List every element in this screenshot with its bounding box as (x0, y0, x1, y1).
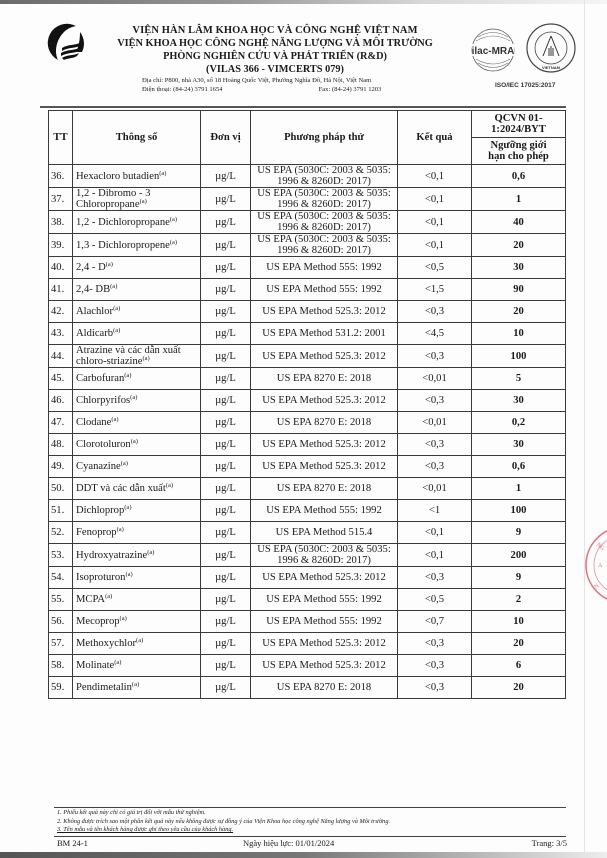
parameter-name-text: Mecoprop (76, 616, 120, 627)
accreditation-marker: (a) (130, 438, 138, 445)
limit-value: 0,6 (472, 456, 566, 478)
parameter-name-text: Hexacloro butadien (76, 170, 160, 182)
accreditation-marker: (a) (113, 305, 121, 312)
limit-value: 9 (472, 567, 566, 589)
col-header-standard: QCVN 01-1:2024/BYT (472, 111, 566, 138)
accreditation-marker: (a) (111, 416, 119, 423)
result-value: <0,3 (398, 633, 472, 655)
unit: µg/L (201, 279, 251, 301)
test-method: US EPA Method 555: 1992 (251, 589, 398, 611)
result-value: <0,3 (398, 390, 472, 412)
table-row (49, 478, 566, 500)
page-edge (584, 0, 585, 858)
note-1: 1. Phiếu kết quả này chỉ có giá trị đối với mẫu thử nghiệm. (57, 809, 206, 816)
table-row (49, 345, 566, 368)
row-number: 58. (49, 655, 73, 677)
test-method: US EPA 8270 E: 2018 (251, 677, 398, 699)
result-value: <0,1 (398, 165, 472, 188)
unit: µg/L (201, 677, 251, 699)
limit-value: 9 (472, 522, 566, 544)
test-method: US EPA (5030C: 2003 & 5035: 1996 & 8260D: 2017) (251, 188, 398, 211)
col-header-limit: Ngưỡng giới hạn cho phép (472, 138, 566, 165)
results-table-body (49, 165, 566, 699)
test-method: US EPA Method 525.3: 2012 (251, 301, 398, 323)
unit: µg/L (201, 188, 251, 211)
table-row (49, 544, 566, 567)
limit-value: 200 (472, 544, 566, 567)
parameter-name (73, 279, 201, 301)
parameter-name-text: Cyanazine (76, 461, 121, 472)
note-2: 2. Không được trích sao một phần kết quả này nếu không được sự đồng ý của Viện Khoa học công nghệ Năng lượng và Môi trường. (57, 817, 391, 825)
table-row (49, 368, 566, 390)
parameter-name (73, 301, 201, 323)
unit: µg/L (201, 544, 251, 567)
parameter-name-text: Carbofuran (76, 373, 125, 384)
accreditation-marker: (a) (165, 482, 174, 489)
phone: Điện thoại: (84-24) 3791 1654 (142, 86, 223, 93)
row-number: 50. (49, 478, 73, 500)
test-method: US EPA 8270 E: 2018 (251, 412, 398, 434)
result-value: <0,1 (398, 188, 472, 211)
parameter-name (73, 211, 201, 234)
row-number: 45. (49, 368, 73, 390)
parameter-name (73, 323, 201, 345)
test-method: US EPA Method 555: 1992 (251, 257, 398, 279)
page-number: Trang: 3/5 (531, 838, 567, 848)
footer-divider-bottom (54, 836, 566, 837)
parameter-name-text: Aldicarb (76, 328, 114, 339)
unit: µg/L (201, 611, 251, 633)
table-row (49, 522, 566, 544)
table-row (49, 301, 566, 323)
parameter-name-text: Clodane (76, 417, 112, 428)
limit-value: 30 (472, 390, 566, 412)
table-row (49, 611, 566, 633)
table-row (49, 500, 566, 522)
test-method: US EPA (5030C: 2003 & 5035: 1996 & 8260D: 2017) (251, 211, 398, 234)
table-row (49, 211, 566, 234)
accreditation-marker: (a) (130, 394, 138, 401)
limit-value: 1 (472, 478, 566, 500)
accreditation-marker: (a) (142, 355, 150, 362)
fax: Fax: (84-24) 3791 1203 (318, 86, 382, 93)
col-header-tt: TT (49, 111, 73, 165)
result-value: <0,3 (398, 434, 472, 456)
row-number: 39. (49, 234, 73, 257)
parameter-name (73, 567, 201, 589)
svg-text:NG: NG (594, 541, 606, 553)
result-value: <0,1 (398, 234, 472, 257)
letterhead (110, 24, 440, 94)
parameter-name (73, 611, 201, 633)
row-number: 48. (49, 434, 73, 456)
effective-date: Ngày hiệu lực: 01/01/2024 (243, 838, 335, 848)
parameter-name-text: DDT và các dẫn xuất (76, 483, 166, 494)
row-number: 56. (49, 611, 73, 633)
parameter-name-text: Alachlor (76, 306, 114, 317)
parameter-name-text: Dichloprop (76, 505, 125, 516)
accreditation-marker: (a) (131, 681, 140, 688)
parameter-name (73, 500, 201, 522)
limit-value: 20 (472, 301, 566, 323)
col-header-param: Thông số (73, 111, 201, 165)
limit-value: 6 (472, 655, 566, 677)
accreditation-marker: (a) (114, 659, 122, 666)
table-row (49, 188, 566, 211)
test-method: US EPA Method 525.3: 2012 (251, 655, 398, 677)
row-number: 49. (49, 456, 73, 478)
results-table (48, 110, 566, 699)
parameter-name (73, 434, 201, 456)
institute-name: VIỆN KHOA HỌC CÔNG NGHỆ NĂNG LƯỢNG VÀ MÔI TRƯỜNG (117, 38, 433, 49)
row-number: 54. (49, 567, 73, 589)
parameter-name-text: Clorotoluron (76, 439, 131, 450)
parameter-name-text: 2,4- DB (76, 284, 111, 295)
row-number: 42. (49, 301, 73, 323)
parameter-name-text: Pendimetalin (76, 682, 132, 693)
ilac-label: ilac-MRA (471, 46, 515, 57)
table-row (49, 390, 566, 412)
test-method: US EPA (5030C: 2003 & 5035: 1996 & 8260D: 2017) (251, 165, 398, 188)
row-number: 59. (49, 677, 73, 699)
unit: µg/L (201, 345, 251, 368)
parameter-name-text: Molinate (76, 660, 115, 671)
parameter-name (73, 368, 201, 390)
parameter-name-text: Hydroxyatrazine (76, 549, 148, 561)
parameter-name-text: 2,4 - D (76, 262, 106, 273)
unit: µg/L (201, 456, 251, 478)
footer-divider (54, 807, 566, 808)
accreditation-marker: (a) (116, 526, 124, 533)
parameter-name (73, 655, 201, 677)
table-row (49, 279, 566, 301)
row-number: 38. (49, 211, 73, 234)
parameter-name (73, 257, 201, 279)
result-value: <0,3 (398, 301, 472, 323)
department-name: PHÒNG NGHIÊN CỨU VÀ PHÁT TRIỂN (R&D) (163, 51, 387, 62)
unit: µg/L (201, 655, 251, 677)
limit-value: 5 (472, 368, 566, 390)
test-method: US EPA 8270 E: 2018 (251, 478, 398, 500)
unit: µg/L (201, 567, 251, 589)
row-number: 53. (49, 544, 73, 567)
accreditation-marker: (a) (124, 372, 132, 379)
test-method: US EPA Method 555: 1992 (251, 611, 398, 633)
unit: µg/L (201, 211, 251, 234)
unit: µg/L (201, 522, 251, 544)
test-method: US EPA Method 525.3: 2012 (251, 434, 398, 456)
row-number: 36. (49, 165, 73, 188)
result-value: <1,5 (398, 279, 472, 301)
accreditation-marker: (a) (169, 215, 178, 223)
limit-value: 20 (472, 677, 566, 699)
row-number: 52. (49, 522, 73, 544)
unit: µg/L (201, 165, 251, 188)
parameter-name (73, 633, 201, 655)
parameter-name-text: 1,2 - Dichloropropane (76, 216, 170, 228)
table-row (49, 234, 566, 257)
unit: µg/L (201, 434, 251, 456)
unit: µg/L (201, 633, 251, 655)
scan-top-edge (0, 0, 607, 4)
test-method: US EPA (5030C: 2003 & 5035: 1996 & 8260D: 2017) (251, 544, 398, 567)
unit: µg/L (201, 390, 251, 412)
test-method: US EPA Method 525.3: 2012 (251, 345, 398, 368)
row-number: 44. (49, 345, 73, 368)
result-value: <0,3 (398, 345, 472, 368)
header-divider (40, 106, 566, 108)
address: Địa chỉ: P800, nhà A30, số 18 Hoàng Quốc Việt, Phường Nghĩa Đô, Hà Nội, Việt Nam (142, 77, 372, 84)
parameter-name (73, 522, 201, 544)
row-number: 51. (49, 500, 73, 522)
limit-value: 10 (472, 323, 566, 345)
unit: µg/L (201, 234, 251, 257)
result-value: <0,01 (398, 478, 472, 500)
test-method: US EPA Method 525.3: 2012 (251, 456, 398, 478)
form-code: BM 24-1 (57, 838, 88, 848)
svg-text:N: N (593, 583, 601, 591)
test-method: US EPA Method 555: 1992 (251, 500, 398, 522)
unit: µg/L (201, 478, 251, 500)
accreditation-marker: (a) (125, 571, 133, 578)
accreditation-codes: (VILAS 366 - VIMCERTS 079) (206, 64, 344, 75)
institute-logo-icon (46, 22, 88, 64)
parameter-name (73, 589, 201, 611)
accreditation-marker: (a) (124, 504, 132, 511)
accreditation-marker: (a) (139, 198, 147, 205)
limit-value: 20 (472, 633, 566, 655)
limit-value: 20 (472, 234, 566, 257)
table-row (49, 677, 566, 699)
table-row (49, 434, 566, 456)
row-number: 43. (49, 323, 73, 345)
limit-value: 90 (472, 279, 566, 301)
result-value: <0,3 (398, 655, 472, 677)
result-value: <0,01 (398, 368, 472, 390)
scan-bottom-edge (0, 852, 607, 858)
parameter-name-text: 1,2 - Dibromo - 3 Chloropropane (76, 188, 151, 210)
row-number: 46. (49, 390, 73, 412)
unit: µg/L (201, 589, 251, 611)
accreditation-marker: (a) (120, 460, 128, 467)
parameter-name (73, 234, 201, 257)
parameter-name (73, 165, 201, 188)
row-number: 37. (49, 188, 73, 211)
test-method: US EPA Method 515.4 (251, 522, 398, 544)
iso-standard: ISO/IEC 17025:2017 (495, 82, 556, 89)
parameter-name (73, 188, 201, 211)
row-number: 40. (49, 257, 73, 279)
row-number: 47. (49, 412, 73, 434)
parameter-name (73, 677, 201, 699)
table-row (49, 456, 566, 478)
test-method: US EPA 8270 E: 2018 (251, 368, 398, 390)
accreditation-marker: (a) (113, 327, 121, 334)
limit-value: 0,2 (472, 412, 566, 434)
parameter-name (73, 345, 201, 368)
limit-value: 30 (472, 257, 566, 279)
parameter-name-text: Methoxychlor (76, 638, 137, 649)
svg-text:A: A (598, 563, 603, 569)
accreditation-marker: (a) (119, 615, 127, 622)
limit-value: 100 (472, 500, 566, 522)
parameter-name (73, 412, 201, 434)
result-value: <0,1 (398, 544, 472, 567)
table-row (49, 257, 566, 279)
result-value: <4,5 (398, 323, 472, 345)
unit: µg/L (201, 323, 251, 345)
accreditation-marker: (a) (105, 261, 113, 268)
parameter-name-text: Isoproturon (76, 572, 126, 583)
result-value: <0,3 (398, 456, 472, 478)
notes (57, 809, 390, 835)
result-value: <0,01 (398, 412, 472, 434)
limit-value: 40 (472, 211, 566, 234)
unit: µg/L (201, 368, 251, 390)
accreditation-marker: (a) (110, 283, 118, 290)
parameter-name (73, 390, 201, 412)
result-value: <0,1 (398, 211, 472, 234)
table-row (49, 655, 566, 677)
result-value: <0,3 (398, 677, 472, 699)
boa-vietnam-logo-icon (525, 22, 577, 74)
table-row (49, 323, 566, 345)
table-row (49, 589, 566, 611)
parameter-name-text: 1,3 - Dichloropropene (76, 239, 170, 251)
test-method: US EPA Method 525.3: 2012 (251, 567, 398, 589)
test-method: US EPA Method 525.3: 2012 (251, 633, 398, 655)
col-header-result: Kết quả (398, 111, 472, 165)
row-number: 55. (49, 589, 73, 611)
unit: µg/L (201, 500, 251, 522)
unit: µg/L (201, 301, 251, 323)
parameter-name-text: MCPA (76, 594, 106, 605)
table-row (49, 165, 566, 188)
note-3: 3. Tên mẫu và tên khách hàng được ghi theo yêu cầu của khách hàng. (57, 826, 234, 833)
parameter-name (73, 456, 201, 478)
unit: µg/L (201, 257, 251, 279)
limit-value: 10 (472, 611, 566, 633)
table-row (49, 567, 566, 589)
result-value: <0,5 (398, 257, 472, 279)
table-row (49, 633, 566, 655)
result-value: <0,1 (398, 522, 472, 544)
parameter-name (73, 544, 201, 567)
result-value: <0,3 (398, 567, 472, 589)
accreditation-marker: (a) (136, 637, 144, 644)
accreditation-marker: (a) (159, 169, 167, 177)
col-header-method: Phương pháp thử (251, 111, 398, 165)
test-method: US EPA Method 555: 1992 (251, 279, 398, 301)
limit-value: 2 (472, 589, 566, 611)
academy-name: VIỆN HÀN LÂM KHOA HỌC VÀ CÔNG NGHỆ VIỆT NAM (132, 25, 418, 36)
unit: µg/L (201, 412, 251, 434)
limit-value: 30 (472, 434, 566, 456)
boa-country: VIETNAM (542, 65, 560, 70)
accreditation-marker: (a) (147, 548, 155, 556)
result-value: <0,5 (398, 589, 472, 611)
row-number: 41. (49, 279, 73, 301)
contact-line (110, 85, 440, 94)
col-header-unit: Đơn vị (201, 111, 251, 165)
row-number: 57. (49, 633, 73, 655)
limit-value: 1 (472, 188, 566, 211)
limit-value: 0,6 (472, 165, 566, 188)
limit-value: 100 (472, 345, 566, 368)
table-row (49, 412, 566, 434)
test-method: US EPA Method 531.2: 2001 (251, 323, 398, 345)
test-method: US EPA (5030C: 2003 & 5035: 1996 & 8260D: 2017) (251, 234, 398, 257)
parameter-name-text: Fenoprop (76, 527, 117, 538)
parameter-name-text: Chlorpyrifos (76, 395, 131, 406)
result-value: <0,7 (398, 611, 472, 633)
ilac-mra-logo-icon (470, 27, 516, 73)
result-value: <1 (398, 500, 472, 522)
parameter-name-text: Atrazine và các dẫn xuất chloro-striazine (76, 345, 181, 367)
red-stamp-icon (584, 515, 607, 615)
accreditation-marker: (a) (169, 238, 178, 246)
test-method: US EPA Method 525.3: 2012 (251, 390, 398, 412)
accreditation-marker: (a) (105, 593, 113, 600)
parameter-name (73, 478, 201, 500)
